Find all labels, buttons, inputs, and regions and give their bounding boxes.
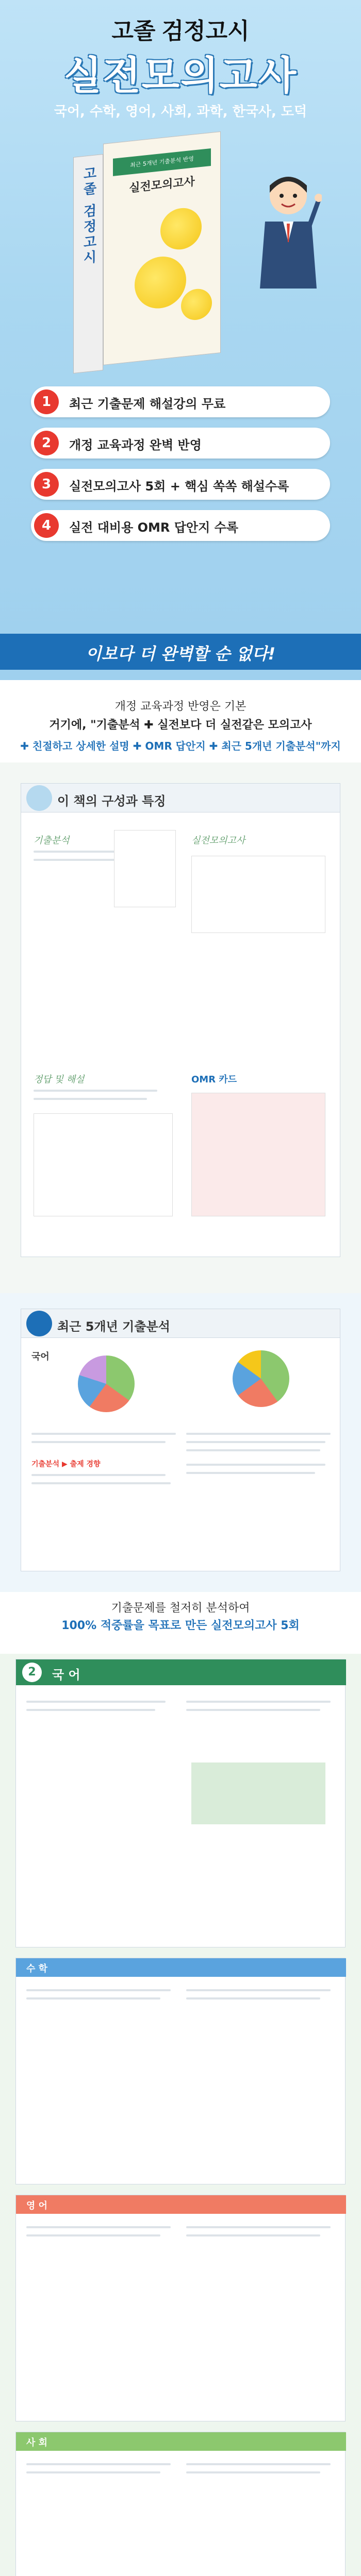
text-line xyxy=(34,1090,157,1092)
text-line xyxy=(34,1098,147,1100)
text-line xyxy=(31,1441,166,1443)
text-line xyxy=(26,1701,166,1703)
feature-item xyxy=(31,386,330,417)
feature-number: 3 xyxy=(34,472,59,497)
text-line xyxy=(26,1997,160,1999)
text-line xyxy=(26,1989,171,1991)
banner-text: 이보다 더 완벽할 순 없다! xyxy=(85,644,276,664)
analysis-title: 최근 5개년 기출분석 xyxy=(57,1319,170,1334)
banner-perfect xyxy=(0,634,361,670)
structure-item-4: OMR 카드 xyxy=(191,1074,237,1085)
text-line xyxy=(26,2463,171,2465)
text-line xyxy=(186,1997,320,1999)
teacher-mascot-icon xyxy=(255,170,322,289)
exam-page-math xyxy=(15,1958,346,2184)
text-line xyxy=(26,2471,160,2473)
book-front xyxy=(103,131,221,365)
intro-line1: 개정 교육과정 반영은 기본 xyxy=(114,700,247,713)
text-line xyxy=(186,1472,315,1474)
structure-item-1: 기출분석 xyxy=(34,835,70,846)
sample-page-image xyxy=(191,856,325,933)
analysis-subject: 국어 xyxy=(31,1351,50,1362)
exam-subject-social: 사 회 xyxy=(26,2437,48,2448)
exam-header xyxy=(16,2432,346,2451)
goal-text: 100% 적중률을 목표로 만든 실전모의고사 5회 xyxy=(61,1619,300,1632)
text-line xyxy=(31,1474,166,1476)
structure-item-2: 실전모의고사 xyxy=(191,835,245,846)
feature-number: 4 xyxy=(34,513,59,538)
feature-item xyxy=(31,469,330,500)
passage-box xyxy=(191,1762,325,1824)
pie-chart-image xyxy=(233,1350,289,1407)
exam-header xyxy=(16,2195,346,2214)
text-line xyxy=(186,1441,325,1443)
feature-number: 1 xyxy=(34,389,59,414)
feature-text: 최근 기출문제 해설강의 무료 xyxy=(69,397,226,411)
text-line xyxy=(186,2471,320,2473)
text-line xyxy=(186,2226,331,2228)
sample-page-image xyxy=(114,830,176,907)
structure-panel-header xyxy=(21,784,340,812)
goal-note: 기출문제를 철저히 분석하여 xyxy=(111,1602,250,1615)
analysis-section-label: 기출분석 ▶ 출제 경향 xyxy=(31,1460,101,1468)
lemon-icon xyxy=(135,254,186,311)
lemon-icon xyxy=(160,206,202,251)
badge-icon xyxy=(26,785,52,811)
exam-subject: 국 어 xyxy=(52,1668,80,1682)
hero-title: 실전모의고사 xyxy=(63,54,298,98)
exam-page-korean xyxy=(15,1659,346,1947)
omr-sample-image xyxy=(191,1093,325,1216)
book-cover-image xyxy=(73,131,221,368)
book-spine xyxy=(73,154,103,374)
hero-subjects: 국어, 수학, 영어, 사회, 과학, 한국사, 도덕 xyxy=(54,104,307,120)
analysis-panel-header xyxy=(21,1309,340,1338)
intro-line2: 거기에, "기출분석 ✚ 실전보다 더 실전같은 모의고사 xyxy=(49,719,312,732)
structure-section xyxy=(0,762,361,1293)
exam-subject-math: 수 학 xyxy=(26,1963,48,1974)
exam-page-english xyxy=(15,2195,346,2421)
book-title: 실전모의고사 xyxy=(129,175,195,195)
pie-chart-image xyxy=(78,1355,135,1412)
sample-page-image xyxy=(34,1113,173,1216)
text-line xyxy=(186,2463,331,2465)
structure-item-3: 정답 및 해설 xyxy=(34,1074,85,1085)
goal-section xyxy=(0,1592,361,1654)
hero-section xyxy=(0,0,361,680)
text-line xyxy=(186,1449,320,1451)
lemon-icon xyxy=(181,287,212,321)
feature-number: 2 xyxy=(34,431,59,455)
exam-round: 2 xyxy=(22,1663,42,1682)
exam-header xyxy=(16,1958,346,1977)
structure-panel xyxy=(21,783,340,1257)
book-stripe: 최근 5개년 기출분석 반영 xyxy=(113,148,211,176)
text-line xyxy=(31,1482,171,1484)
intro-line3: ✚ 친절하고 상세한 설명 ✚ OMR 답안지 ✚ 최근 5개년 기출분석"까지 xyxy=(20,740,341,752)
text-line xyxy=(26,2234,160,2236)
text-line xyxy=(186,1433,331,1435)
book-spine-text: 고졸 검정고시 xyxy=(81,165,96,267)
badge-icon xyxy=(26,1311,52,1336)
exam-subject-english: 영 어 xyxy=(26,2200,48,2211)
text-line xyxy=(186,1464,325,1466)
text-line xyxy=(31,1433,176,1435)
structure-title: 이 책의 구성과 특징 xyxy=(57,794,166,808)
feature-text: 실전 대비용 OMR 답안지 수록 xyxy=(69,520,239,535)
text-line xyxy=(186,2234,320,2236)
exam-header xyxy=(16,1659,346,1685)
feature-text: 개정 교육과정 완벽 반영 xyxy=(69,438,202,452)
text-line xyxy=(26,1709,155,1711)
feature-text: 실전모의고사 5회 + 핵심 쏙쏙 해설수록 xyxy=(69,479,289,494)
analysis-section xyxy=(0,1293,361,1592)
hero-subtitle: 고졸 검정고시 xyxy=(111,19,250,44)
text-line xyxy=(186,1989,331,1991)
exam-section xyxy=(0,1654,361,2576)
text-line xyxy=(186,1701,331,1703)
question-column xyxy=(26,1696,176,1938)
feature-item xyxy=(31,510,330,541)
text-line xyxy=(26,2226,171,2228)
text-line xyxy=(186,1709,320,1711)
exam-page-social xyxy=(15,2432,346,2576)
analysis-panel xyxy=(21,1309,340,1571)
feature-item xyxy=(31,428,330,459)
